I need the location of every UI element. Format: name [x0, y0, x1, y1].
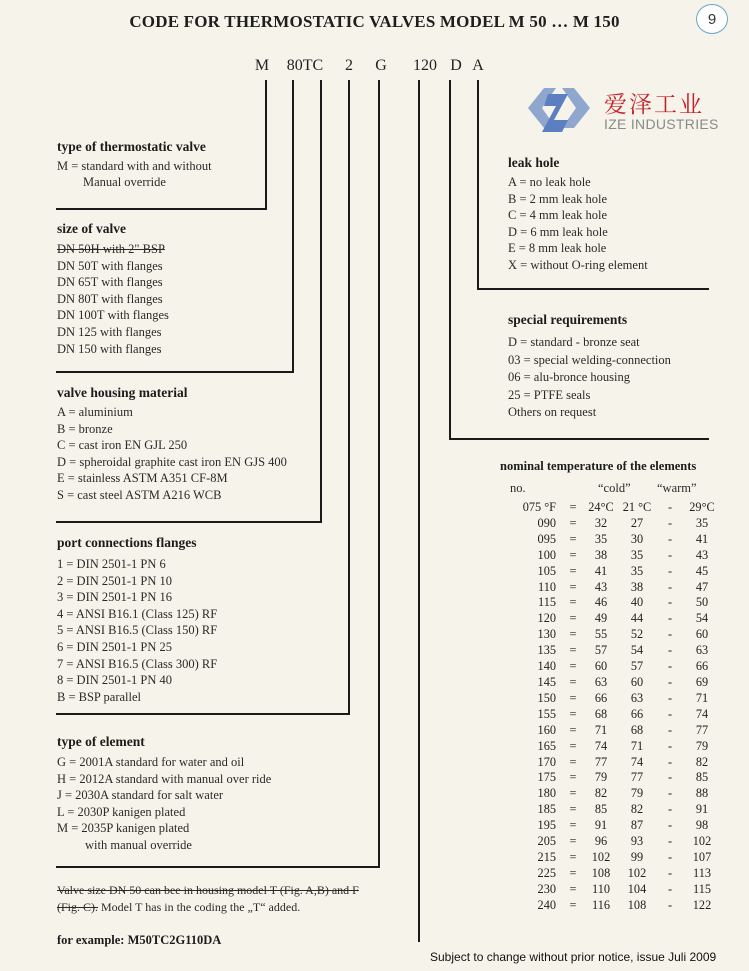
cell-cold-2: 93	[630, 834, 644, 849]
code-part-special: D	[450, 57, 462, 74]
cell-cold-2: 87	[630, 818, 644, 833]
table-row	[500, 850, 720, 866]
cell-cold-1: 68	[594, 706, 608, 721]
cell-eq: =	[569, 881, 577, 896]
code-part-model: M	[254, 57, 270, 74]
cell-no: 115	[538, 595, 556, 610]
list-item: DN 100T with flanges	[57, 308, 169, 323]
list-item: 2 = DIN 2501-1 PN 10	[57, 573, 173, 588]
cell-dash: -	[667, 611, 673, 626]
cell-warm: 41	[695, 531, 709, 546]
table-row	[500, 691, 720, 707]
list-item: S = cast steel ASTM A216 WCB	[57, 487, 222, 502]
cell-cold-2: 27	[630, 515, 644, 530]
cell-dash: -	[667, 722, 673, 737]
connector-leak-hole-horizontal	[477, 288, 709, 290]
cell-eq: =	[569, 579, 577, 594]
cell-eq: =	[569, 770, 577, 785]
list-item: A = aluminium	[57, 405, 133, 419]
cell-cold-1: 85	[594, 802, 608, 817]
list-item: 3 = DIN 2501-1 PN 16	[57, 590, 173, 605]
cell-cold-1: 96	[594, 834, 608, 849]
cell-dash: -	[667, 643, 673, 658]
section-valve-type-heading: type of thermostatic valve	[57, 139, 206, 154]
list-item: Others on request	[508, 405, 597, 419]
cell-cold-1: 77	[594, 754, 608, 769]
cell-cold-2: 60	[630, 674, 644, 689]
note-line-1: Valve size DN 50 can bee in housing model T (Fig. A,B) and F	[57, 883, 359, 897]
cell-eq: =	[569, 834, 577, 849]
list-item: X = without O-ring element	[508, 257, 648, 272]
table-row	[500, 723, 720, 739]
cell-dash: -	[667, 818, 673, 833]
cell-dash: -	[667, 579, 673, 594]
table-row	[500, 866, 720, 882]
cell-no: 150	[537, 690, 556, 705]
cell-eq: =	[569, 802, 577, 817]
section-leak-hole-heading: leak hole	[508, 155, 560, 170]
section-element-list	[57, 754, 271, 854]
cell-no: 130	[537, 627, 556, 642]
cell-dash: -	[667, 770, 673, 785]
cell-eq: =	[569, 531, 577, 546]
cell-warm: 63	[695, 643, 709, 658]
connector-flanges-horizontal	[56, 713, 350, 715]
cell-no: 075 °F	[522, 500, 556, 514]
list-item: M = standard with and without	[57, 159, 212, 173]
cell-no: 195	[537, 818, 556, 833]
cell-warm: 60	[695, 627, 709, 642]
list-item: 7 = ANSI B16.5 (Class 300) RF	[57, 656, 218, 671]
connector-flanges-vertical	[348, 80, 350, 714]
cell-warm: 122	[692, 897, 712, 912]
cell-no: 095	[537, 531, 556, 546]
cell-warm: 47	[695, 579, 709, 594]
section-size-heading: size of valve	[57, 221, 126, 236]
cell-dash: -	[667, 834, 673, 849]
page-number-badge: 9	[696, 4, 728, 34]
cell-cold-1: 102	[591, 849, 611, 864]
cell-dash: -	[667, 563, 673, 578]
cell-eq: =	[569, 818, 577, 833]
cell-eq: =	[569, 515, 577, 530]
list-item: 03 = special welding-connection	[508, 352, 671, 367]
cell-dash: -	[667, 738, 673, 753]
cell-cold-2: 68	[630, 722, 644, 737]
table-row	[500, 580, 720, 596]
cell-no: 110	[538, 579, 556, 594]
cell-eq: =	[569, 786, 577, 801]
table-row	[500, 707, 720, 723]
list-item: A = no leak hole	[508, 175, 591, 189]
list-item: DN 65T with flanges	[57, 275, 163, 290]
cell-eq: =	[569, 643, 577, 658]
connector-model-vertical	[265, 80, 267, 209]
table-row	[500, 548, 720, 564]
connector-temperature-vertical	[418, 80, 420, 942]
cell-no: 155	[537, 706, 556, 721]
cell-cold-2: 44	[630, 611, 644, 626]
cell-eq: =	[569, 627, 577, 642]
izedeco-logo-icon	[522, 80, 596, 142]
cell-cold-2: 40	[630, 595, 644, 610]
logo-name-cn: 爱泽工业	[604, 92, 704, 118]
cell-cold-1: 74	[594, 738, 608, 753]
cell-no: 135	[537, 643, 556, 658]
cell-warm: 102	[692, 834, 712, 849]
cell-warm: 35	[695, 515, 709, 530]
cell-dash: -	[667, 897, 673, 912]
section-leak-hole-list	[508, 174, 648, 274]
list-item: 1 = DIN 2501-1 PN 6	[57, 557, 166, 571]
table-row	[500, 659, 720, 675]
cell-warm: 85	[695, 770, 709, 785]
cell-dash: -	[667, 500, 673, 514]
cell-cold-2: 102	[627, 865, 647, 880]
temperature-col-no: no.	[510, 481, 526, 495]
list-item: E = 8 mm leak hole	[508, 241, 607, 256]
cell-eq: =	[569, 690, 577, 705]
cell-eq: =	[569, 563, 577, 578]
list-item: B = 2 mm leak hole	[508, 191, 608, 206]
cell-cold-2: 79	[630, 786, 644, 801]
section-flanges-heading: port connections flanges	[57, 535, 197, 550]
cell-cold-2: 38	[630, 579, 644, 594]
cell-cold-1: 79	[594, 770, 608, 785]
list-item: D = 6 mm leak hole	[508, 224, 608, 239]
cell-warm: 107	[692, 849, 712, 864]
list-item: L = 2030P kanigen plated	[57, 804, 186, 819]
cell-dash: -	[667, 674, 673, 689]
cell-warm: 113	[693, 865, 711, 880]
cell-cold-2: 21 °C	[622, 500, 652, 514]
cell-warm: 98	[695, 818, 709, 833]
cell-cold-2: 54	[630, 643, 644, 658]
table-row	[500, 500, 720, 516]
table-row	[500, 627, 720, 643]
list-item: DN 80T with flanges	[57, 291, 163, 306]
table-row	[500, 595, 720, 611]
cell-dash: -	[667, 849, 673, 864]
cell-dash: -	[667, 786, 673, 801]
cell-cold-2: 52	[630, 627, 644, 642]
cell-cold-1: 116	[592, 897, 610, 912]
cell-dash: -	[667, 595, 673, 610]
cell-cold-1: 49	[594, 611, 608, 626]
note-line-2: Model T has in the coding the „T“ added.	[98, 900, 301, 914]
table-row	[500, 802, 720, 818]
list-item: M = 2035P kanigen plated	[57, 821, 190, 836]
cell-eq: =	[569, 722, 577, 737]
list-item: J = 2030A standard for salt water	[57, 788, 224, 803]
table-row	[500, 834, 720, 850]
cell-eq: =	[569, 738, 577, 753]
cell-dash: -	[667, 865, 673, 880]
cell-warm: 71	[695, 690, 709, 705]
connector-element-vertical	[378, 80, 380, 867]
cell-warm: 29°C	[689, 500, 715, 514]
table-row	[500, 611, 720, 627]
cell-cold-1: 71	[594, 722, 608, 737]
cell-dash: -	[667, 515, 673, 530]
cell-no: 175	[537, 770, 556, 785]
cell-warm: 69	[695, 674, 709, 689]
cell-cold-2: 35	[630, 547, 644, 562]
code-part-element: G	[375, 57, 387, 74]
cell-warm: 66	[695, 659, 709, 674]
cell-cold-1: 91	[594, 818, 608, 833]
cell-cold-1: 43	[594, 579, 608, 594]
table-row	[500, 898, 720, 914]
cell-no: 160	[537, 722, 556, 737]
temperature-col-cold: “cold”	[598, 481, 631, 495]
list-item: 6 = DIN 2501-1 PN 25	[57, 639, 173, 654]
cell-eq: =	[569, 674, 577, 689]
cell-eq: =	[569, 706, 577, 721]
cell-cold-2: 66	[630, 706, 644, 721]
cell-eq: =	[569, 897, 577, 912]
housing-note	[57, 882, 407, 916]
section-element-heading: type of element	[57, 734, 145, 749]
footer-note: Subject to change without prior notice, issue Juli 2009	[430, 950, 717, 964]
connector-special-horizontal	[449, 438, 709, 440]
connector-special-vertical	[449, 80, 451, 440]
table-row	[500, 786, 720, 802]
list-item: B = bronze	[57, 421, 113, 436]
cell-no: 120	[537, 611, 556, 626]
cell-cold-1: 41	[594, 563, 608, 578]
example-code: for example: M50TC2G110DA	[57, 933, 222, 947]
table-row	[500, 755, 720, 771]
table-row	[500, 882, 720, 898]
table-row	[500, 739, 720, 755]
cell-cold-1: 32	[594, 515, 608, 530]
page-title: CODE FOR THERMOSTATIC VALVES MODEL M 50 … M 150	[129, 12, 620, 31]
list-item: Manual override	[83, 175, 166, 189]
cell-eq: =	[569, 849, 577, 864]
cell-warm: 82	[695, 754, 709, 769]
list-item: 4 = ANSI B16.1 (Class 125) RF	[57, 606, 218, 621]
cell-eq: =	[569, 611, 577, 626]
cell-cold-2: 108	[627, 897, 647, 912]
connector-size-horizontal	[56, 371, 294, 373]
cell-eq: =	[569, 500, 577, 514]
cell-dash: -	[667, 547, 673, 562]
table-row	[500, 818, 720, 834]
cell-cold-1: 60	[594, 659, 608, 674]
cell-cold-2: 30	[630, 531, 644, 546]
table-row	[500, 770, 720, 786]
cell-no: 205	[537, 834, 556, 849]
cell-cold-1: 82	[594, 786, 608, 801]
table-row	[500, 516, 720, 532]
code-part-connection: 2	[345, 57, 353, 74]
cell-dash: -	[667, 659, 673, 674]
cell-warm: 115	[693, 881, 711, 896]
cell-cold-2: 82	[630, 802, 644, 817]
cell-warm: 91	[695, 802, 709, 817]
list-item: DN 125 with flanges	[57, 324, 162, 339]
cell-cold-1: 35	[594, 531, 608, 546]
cell-dash: -	[667, 706, 673, 721]
table-row	[500, 643, 720, 659]
cell-warm: 43	[695, 547, 709, 562]
cell-warm: 77	[695, 722, 709, 737]
cell-cold-1: 46	[594, 595, 608, 610]
list-item: C = cast iron EN GJL 250	[57, 438, 188, 453]
cell-no: 165	[537, 738, 556, 753]
cell-warm: 79	[695, 738, 709, 753]
list-item: DN 150 with flanges	[57, 341, 162, 356]
cell-eq: =	[569, 659, 577, 674]
cell-dash: -	[667, 754, 673, 769]
cell-no: 145	[537, 674, 556, 689]
connector-leak-hole-vertical	[477, 80, 479, 290]
connector-size-vertical	[292, 80, 294, 372]
code-part-temperature: 120	[413, 57, 437, 74]
connector-housing-horizontal	[56, 521, 322, 523]
table-row	[500, 675, 720, 691]
cell-no: 240	[537, 897, 556, 912]
list-item: C = 4 mm leak hole	[508, 208, 608, 223]
cell-eq: =	[569, 595, 577, 610]
cell-cold-1: 57	[594, 643, 608, 658]
cell-no: 185	[537, 802, 556, 817]
list-item: 8 = DIN 2501-1 PN 40	[57, 673, 173, 688]
cell-warm: 50	[695, 595, 709, 610]
section-special-heading: special requirements	[508, 312, 628, 327]
list-item: DN 50T with flanges	[57, 258, 163, 273]
cell-warm: 74	[695, 706, 709, 721]
list-item: D = standard - bronze seat	[508, 335, 640, 349]
cell-cold-2: 77	[630, 770, 644, 785]
section-special-list	[508, 334, 671, 422]
list-item: H = 2012A standard with manual over ride	[57, 771, 272, 786]
cell-dash: -	[667, 881, 673, 896]
list-item: G = 2001A standard for water and oil	[57, 755, 245, 769]
cell-warm: 45	[695, 563, 709, 578]
code-part-leak-hole: A	[472, 57, 484, 74]
cell-cold-1: 24°C	[588, 500, 614, 514]
cell-no: 100	[537, 547, 556, 562]
cell-dash: -	[667, 802, 673, 817]
cell-cold-2: 71	[630, 738, 644, 753]
temperature-table	[500, 500, 720, 914]
cell-cold-2: 104	[627, 881, 647, 896]
temperature-col-warm: “warm”	[657, 481, 697, 495]
list-item-struck: DN 50H with 2" BSP	[57, 242, 165, 256]
table-row	[500, 564, 720, 580]
cell-cold-2: 99	[630, 849, 644, 864]
table-row	[500, 532, 720, 548]
list-item: 5 = ANSI B16.5 (Class 150) RF	[57, 623, 218, 638]
list-item: B = BSP parallel	[57, 689, 142, 704]
list-item: E = stainless ASTM A351 CF-8M	[57, 471, 228, 486]
list-item: 25 = PTFE seals	[508, 387, 591, 402]
section-housing-heading: valve housing material	[57, 385, 188, 400]
cell-no: 105	[537, 563, 556, 578]
section-flanges-list	[57, 556, 217, 705]
cell-cold-2: 74	[630, 754, 644, 769]
cell-dash: -	[667, 690, 673, 705]
cell-cold-2: 35	[630, 563, 644, 578]
cell-no: 215	[537, 849, 556, 864]
cell-eq: =	[569, 865, 577, 880]
temperature-table-heading: nominal temperature of the elements	[500, 459, 697, 473]
connector-model-horizontal	[56, 208, 267, 210]
cell-no: 090	[537, 515, 556, 530]
cell-cold-1: 63	[594, 674, 608, 689]
section-housing-list	[57, 404, 287, 504]
cell-cold-1: 110	[592, 881, 610, 896]
cell-dash: -	[667, 531, 673, 546]
cell-no: 140	[537, 659, 556, 674]
cell-cold-1: 55	[594, 627, 608, 642]
cell-dash: -	[667, 627, 673, 642]
list-item: 06 = alu-bronce housing	[508, 370, 630, 384]
code-part-size: 80TC	[286, 57, 324, 74]
cell-no: 225	[537, 865, 556, 880]
cell-cold-1: 66	[594, 690, 608, 705]
logo-name-en: IZE INDUSTRIES	[604, 116, 719, 132]
cell-eq: =	[569, 754, 577, 769]
cell-no: 180	[537, 786, 556, 801]
cell-no: 230	[537, 881, 556, 896]
cell-cold-1: 38	[594, 547, 608, 562]
list-item: D = spheroidal graphite cast iron EN GJS 400	[57, 454, 287, 469]
list-item: with manual override	[85, 837, 192, 852]
cell-warm: 54	[695, 611, 709, 626]
cell-cold-1: 108	[591, 865, 611, 880]
cell-cold-2: 63	[630, 690, 644, 705]
cell-no: 170	[537, 754, 556, 769]
connector-element-horizontal	[56, 866, 380, 868]
connector-housing-vertical	[320, 80, 322, 522]
section-size-list	[57, 241, 169, 357]
note-line-2-struck: (Fig. C).	[57, 900, 99, 914]
cell-cold-2: 57	[630, 659, 644, 674]
cell-warm: 88	[695, 786, 709, 801]
cell-eq: =	[569, 547, 577, 562]
